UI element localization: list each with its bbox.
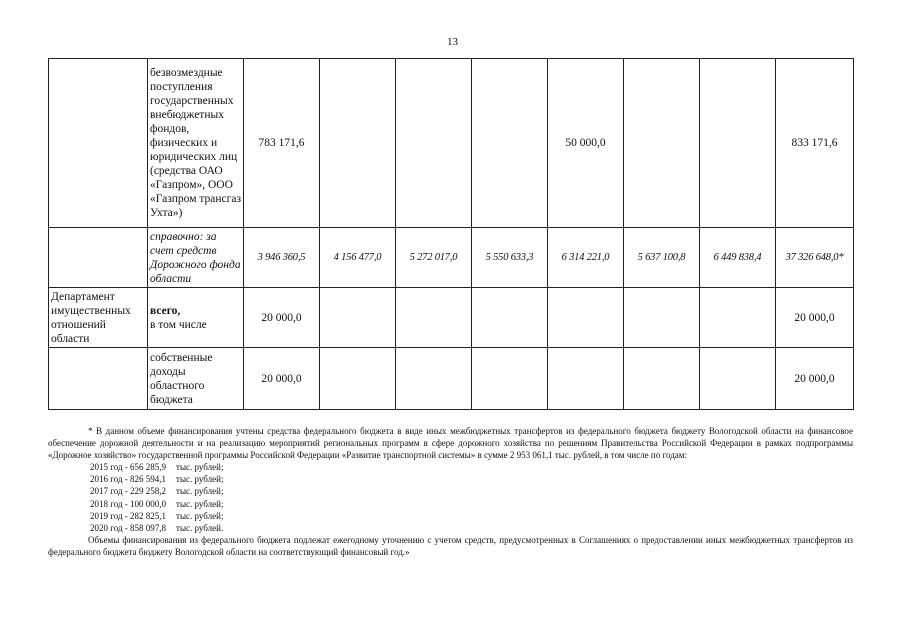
year-amount: 2017 год - 229 258,2 <box>90 486 167 497</box>
value-cell <box>624 348 700 410</box>
year-unit: тыс. рублей; <box>176 498 224 509</box>
value-cell <box>472 288 548 348</box>
source-cell: собственные доходы областного бюджета <box>148 348 244 410</box>
value-cell <box>472 59 548 228</box>
financing-table <box>48 58 854 410</box>
org-cell: Департамент имущественных отношений области <box>49 288 148 348</box>
source-cell <box>148 288 244 348</box>
year-line <box>48 461 853 473</box>
source-total-label: всего, <box>150 304 181 317</box>
year-unit: тыс. рублей; <box>176 510 224 521</box>
footnote <box>48 425 853 558</box>
value-cell <box>320 348 396 410</box>
year-line <box>48 522 853 534</box>
footnote-intro: * В данном объеме финансирования учтены средства федерального бюджета в виде иных межбюджетных трансфертов из федерального бюджета бюджету Вологодской области на финансовое обеспечение дорожной деятельности и на реализацию мероприятий региональных программ в сфере дорожного хозяйства по решениям Правительства Российской Федерации в рамках подпрограммы «Дорожное хозяйство» государственной программы Российской Федерации «Развитие транспортной системы» в сумме 2 953 061,1 тыс. рублей, в том числе по годам: <box>48 426 853 461</box>
value-cell <box>472 348 548 410</box>
value-cell <box>396 348 472 410</box>
source-cell: справочно: за счет средств Дорожного фонда области <box>148 228 244 288</box>
footnote-closing: Объемы финансирования из федерального бюджета подлежат ежегодному уточнению с учетом средств, предусмотренных в Соглашениях о предоставлении иных межбюджетных трансфертов из федерального бюджета бюджету Вологодской области на соответствующий финансовый год.» <box>48 534 853 557</box>
year-amount: 2015 год - 656 285,9 <box>90 462 167 473</box>
table-row <box>49 348 854 410</box>
value-cell <box>396 59 472 228</box>
value-cell <box>320 59 396 228</box>
source-cell: безвозмездные поступления государственных внебюджетных фондов, физических и юридических лиц (средства ОАО «Газпром», ООО «Газпром трансгаз Ухта») <box>148 59 244 228</box>
table-row <box>49 59 854 228</box>
value-cell: 833 171,6 <box>776 59 854 228</box>
org-cell <box>49 59 148 228</box>
value-cell: 5 272 017,0 <box>396 228 472 288</box>
table-row <box>49 228 854 288</box>
year-line <box>48 473 853 485</box>
year-unit: тыс. рублей; <box>176 462 224 473</box>
year-line <box>48 485 853 497</box>
value-cell: 37 326 648,0* <box>776 228 854 288</box>
value-cell <box>548 288 624 348</box>
year-amount: 2018 год - 100 000,0 <box>90 498 167 509</box>
year-amount: 2016 год - 826 594,1 <box>90 474 167 485</box>
value-cell: 783 171,6 <box>244 59 320 228</box>
value-cell <box>700 348 776 410</box>
value-cell: 6 449 838,4 <box>700 228 776 288</box>
value-cell <box>624 288 700 348</box>
source-subtext: в том числе <box>150 318 207 331</box>
year-amount: 2020 год - 858 097,8 <box>90 522 167 533</box>
year-line <box>48 510 853 522</box>
year-unit: тыс. рублей. <box>176 522 224 533</box>
value-cell <box>396 288 472 348</box>
org-cell <box>49 228 148 288</box>
value-cell: 20 000,0 <box>776 348 854 410</box>
value-cell: 3 946 360,5 <box>244 228 320 288</box>
value-cell: 20 000,0 <box>244 288 320 348</box>
value-cell: 4 156 477,0 <box>320 228 396 288</box>
table-row <box>49 288 854 348</box>
value-cell <box>320 288 396 348</box>
value-cell: 6 314 221,0 <box>548 228 624 288</box>
org-cell <box>49 348 148 410</box>
value-cell <box>700 288 776 348</box>
page-number: 13 <box>447 36 458 48</box>
value-cell: 5 637 100,8 <box>624 228 700 288</box>
value-cell: 50 000,0 <box>548 59 624 228</box>
value-cell <box>700 59 776 228</box>
value-cell <box>624 59 700 228</box>
year-unit: тыс. рублей; <box>176 486 224 497</box>
year-amount: 2019 год - 282 825,1 <box>90 510 167 521</box>
value-cell: 5 550 633,3 <box>472 228 548 288</box>
value-cell: 20 000,0 <box>244 348 320 410</box>
year-unit: тыс. рублей; <box>176 474 224 485</box>
value-cell <box>548 348 624 410</box>
year-line <box>48 498 853 510</box>
value-cell: 20 000,0 <box>776 288 854 348</box>
